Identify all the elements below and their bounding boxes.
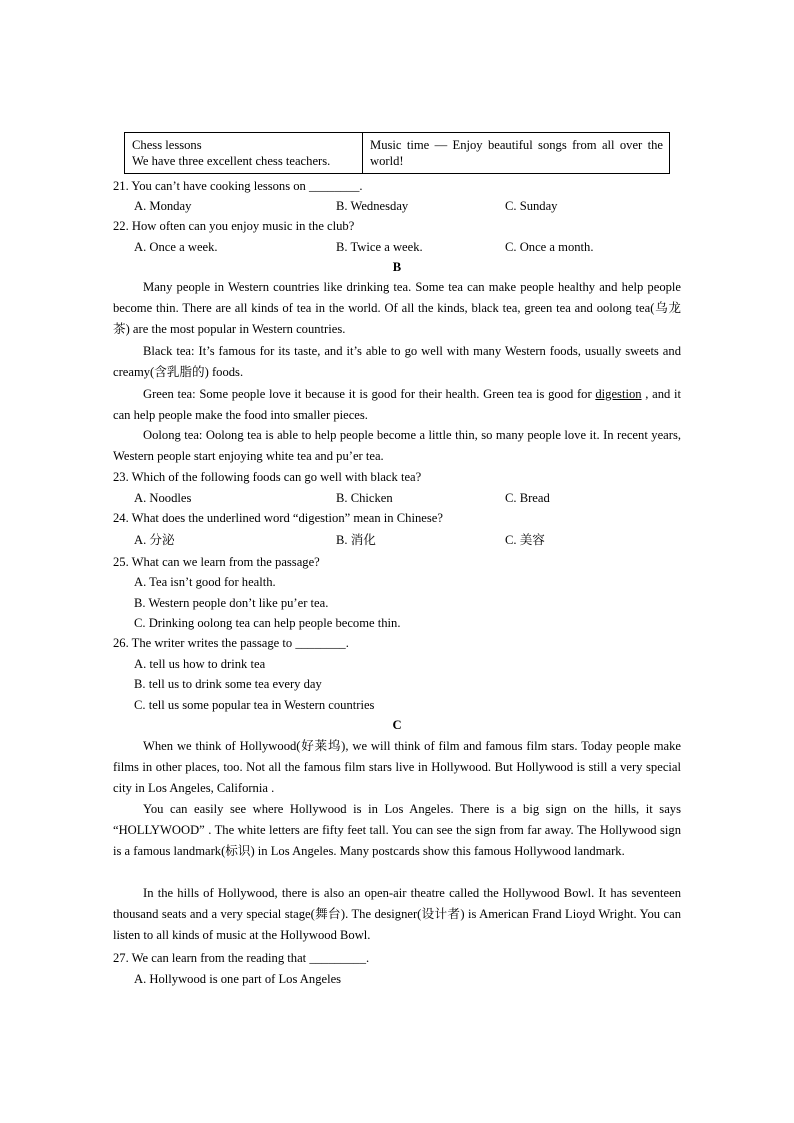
section-c-heading: C <box>392 718 402 732</box>
music-time-cell: Music time — Enjoy beautiful songs from all over the world! <box>363 133 670 174</box>
q25-option-c: C. Drinking oolong tea can help people become thin. <box>134 616 401 630</box>
q21-option-a: A. Monday <box>134 199 192 213</box>
q25-option-b: B. Western people don’t like pu’er tea. <box>134 596 329 610</box>
q23-option-c: C. Bread <box>505 491 550 505</box>
q22-option-c: C. Once a month. <box>505 240 594 254</box>
q21-option-c: C. Sunday <box>505 199 558 213</box>
q21-option-b: B. Wednesday <box>336 199 409 213</box>
q26-option-c: C. tell us some popular tea in Western countries <box>134 698 375 712</box>
cell-text: We have three excellent chess teachers. <box>132 154 331 168</box>
club-activities-table <box>124 132 670 174</box>
q23-option-b: B. Chicken <box>336 491 393 505</box>
paragraph-text: , and it can help people make the food into smaller pieces. <box>113 387 682 422</box>
q23-option-a: A. Noodles <box>134 491 192 505</box>
question-21-stem: 21. You can’t have cooking lessons on ________. <box>113 179 363 193</box>
underlined-word: digestion <box>595 387 642 401</box>
q22-option-a: A. Once a week. <box>134 240 218 254</box>
q26-option-b: B. tell us to drink some tea every day <box>134 677 322 691</box>
q25-option-a: A. Tea isn’t good for health. <box>134 575 276 589</box>
section-b-paragraph-3 <box>113 384 681 426</box>
section-c-paragraph-1: When we think of Hollywood(好莱坞), we will think of film and famous film stars. Today people make films in other places, too. Not all the famous film stars live in Hollywood. But Hollywood is still a very special city in Los Angeles, California . <box>113 739 681 795</box>
q22-option-b: B. Twice a week. <box>336 240 423 254</box>
q24-option-c: C. 美容 <box>505 533 545 547</box>
question-26-stem: 26. The writer writes the passage to ________. <box>113 636 349 650</box>
question-22-stem: 22. How often can you enjoy music in the club? <box>113 219 355 233</box>
chess-lessons-cell <box>125 133 363 174</box>
question-25-stem: 25. What can we learn from the passage? <box>113 555 320 569</box>
question-24-stem: 24. What does the underlined word “digestion” mean in Chinese? <box>113 511 443 525</box>
q27-option-a: A. Hollywood is one part of Los Angeles <box>134 972 342 986</box>
cell-title: Chess lessons <box>132 138 202 152</box>
section-b-heading: B <box>392 260 402 274</box>
table-row <box>125 133 670 174</box>
section-b-paragraph-2: Black tea: It’s famous for its taste, and it’s able to go well with many Western foods, usually sweets and creamy(含乳脂的) foods. <box>113 344 681 379</box>
section-b-paragraph-4: Oolong tea: Oolong tea is able to help people become a little thin, so many people love it. In recent years, Western people start enjoying white tea and pu’er tea. <box>113 428 681 463</box>
q26-option-a: A. tell us how to drink tea <box>134 657 266 671</box>
q24-option-a: A. 分泌 <box>134 533 175 547</box>
section-c-paragraph-2: You can easily see where Hollywood is in Los Angeles. There is a big sign on the hills, it says “HOLLYWOOD” . The white letters are fifty feet tall. You can see the sign from far away. The Hollywood sign is a famous landmark(标识) in Los Angeles. Many postcards show this famous Hollywood landmark. <box>113 802 681 858</box>
question-27-stem: 27. We can learn from the reading that _________. <box>113 951 370 965</box>
section-b-paragraph-1: Many people in Western countries like drinking tea. Some tea can make people healthy and help people become thin. There are all kinds of tea in the world. Of all the kinds, black tea, green tea and oolong tea(乌龙茶) are the most popular in Western countries. <box>113 280 681 336</box>
paragraph-text: Green tea: Some people love it because it is good for their health. Green tea is good for <box>143 387 596 401</box>
question-23-stem: 23. Which of the following foods can go well with black tea? <box>113 470 422 484</box>
section-c-paragraph-3: In the hills of Hollywood, there is also an open-air theatre called the Hollywood Bowl. It has seventeen thousand seats and a very special stage(舞台). The designer(设计者) is American Frand Lioyd Wright. You can listen to all kinds of music at the Hollywood Bowl. <box>113 886 681 942</box>
q24-option-b: B. 消化 <box>336 533 376 547</box>
